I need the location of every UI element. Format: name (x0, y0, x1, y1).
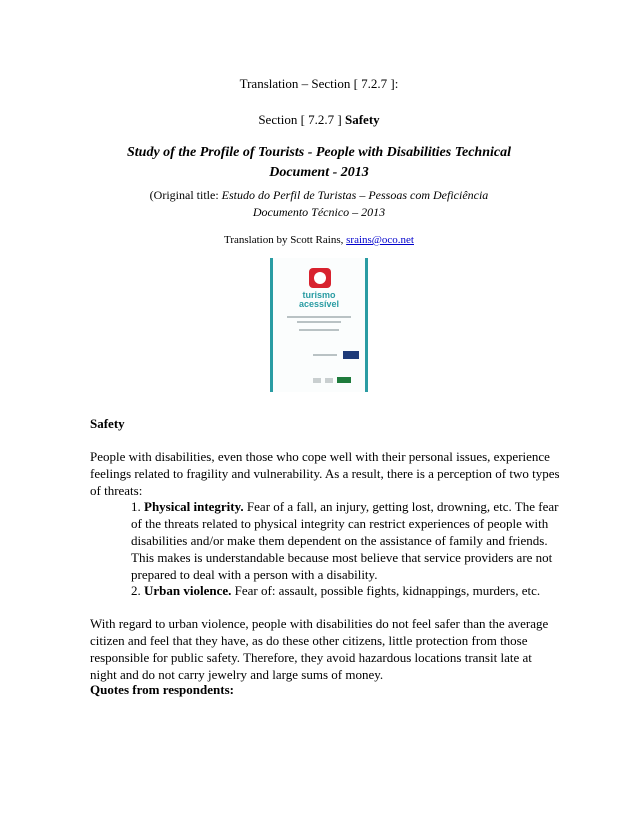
quotes-heading: Quotes from respondents: (90, 682, 234, 697)
threat-item-physical (131, 498, 561, 583)
original-title (0, 187, 638, 221)
translator-email-link[interactable]: srains@oco.net (346, 234, 414, 246)
document-title (0, 143, 638, 183)
document-title-line2: Document - 2013 (269, 165, 369, 180)
cover-brand-line2: acessível (298, 299, 340, 309)
section-header-bold: Safety (344, 112, 380, 127)
urban-violence-paragraph: With regard to urban violence, people with disabilities do not feel safer than the average citizen and feel that they have, as do these other citizens, little protection from those responsible for public safety. Therefore, they avoid hazardous locations transit late at night and do not carry jewelry and large sums of money. (90, 616, 549, 682)
threat-item-urban (131, 582, 561, 599)
threat-item-title: Physical integrity. (144, 499, 244, 514)
section-header-prefix: Section [ 7.2.7 ] (258, 112, 345, 127)
translator-credit-prefix: Translation by Scott Rains, (223, 234, 347, 246)
translation-header-text: Translation – Section [ 7.2.7 ]: (239, 76, 399, 91)
intro-paragraph: People with disabilities, even those who cope well with their personal issues, experience feelings related to fragility and vulnerability. As a result, there is a perception of two types of threats: (90, 449, 560, 498)
threat-item-number: 1. (131, 499, 144, 514)
cover-text-line (299, 329, 339, 331)
threat-item-text: Fear of: assault, possible fights, kidnappings, murders, etc. (231, 583, 541, 598)
cover-footer-logo-icon (313, 378, 321, 383)
cover-text-line (287, 316, 351, 318)
cover-sponsor-logo-icon (343, 351, 359, 359)
translation-header (0, 76, 638, 92)
translator-credit (0, 234, 638, 246)
cover-text-line (313, 354, 337, 356)
cover-footer-logo-icon (325, 378, 333, 383)
section-header (0, 112, 638, 128)
original-title-prefix: (Original title: (149, 188, 222, 202)
cover-brand-line1: turismo (302, 290, 336, 300)
original-title-italic2: Documento Técnico – 2013 (252, 205, 386, 219)
cover-text-line (297, 321, 341, 323)
threat-item-number: 2. (131, 583, 144, 598)
safety-heading: Safety (90, 416, 125, 431)
threat-item-text: Fear of a fall, an injury, getting lost, drowning, etc. The fear of the threats related to physical integrity can restrict experiences of people with disabilities and/or make them dependent on the assistance of family and friends. This makes is understandable because most believe that service providers are not prepared to deal with a person with a disability. (131, 499, 559, 582)
original-title-italic1: Estudo do Perfil de Turistas – Pessoas com Deficiência (221, 188, 489, 202)
document-title-line1: Study of the Profile of Tourists - People with Disabilities Technical (127, 145, 511, 160)
cover-logo-icon (309, 268, 331, 288)
document-cover-image (270, 258, 368, 392)
cover-footer-logo-icon (337, 377, 351, 383)
threat-item-title: Urban violence. (144, 583, 232, 598)
